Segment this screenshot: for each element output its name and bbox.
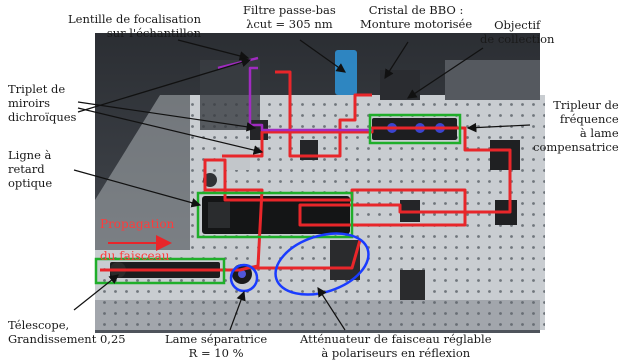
label-lentille: Lentille de focalisation sur l'échantillon — [68, 12, 202, 40]
label-tripleur: Tripleur de fréquence à lame compensatrice — [533, 98, 619, 154]
label-lame: Lame séparatrice R = 10 % — [165, 332, 268, 360]
label-telescope: Télescope, Grandissement 0,25 — [8, 318, 126, 346]
label-filtre: Filtre passe-bas λcut = 305 nm — [243, 3, 336, 31]
label-objectif: Objectif de collection — [480, 18, 555, 46]
label-cristal: Cristal de BBO : Monture motorisée — [360, 3, 473, 31]
label-triplet: Triplet de miroirs dichroïques — [8, 82, 77, 124]
label-propagation: Propagation du faisceau — [100, 217, 175, 263]
label-ligne: Ligne à retard optique — [8, 148, 53, 190]
label-attenuateur: Atténuateur de faisceau réglable à polariseurs en réflexion — [300, 332, 492, 360]
optical-table — [95, 33, 545, 333]
